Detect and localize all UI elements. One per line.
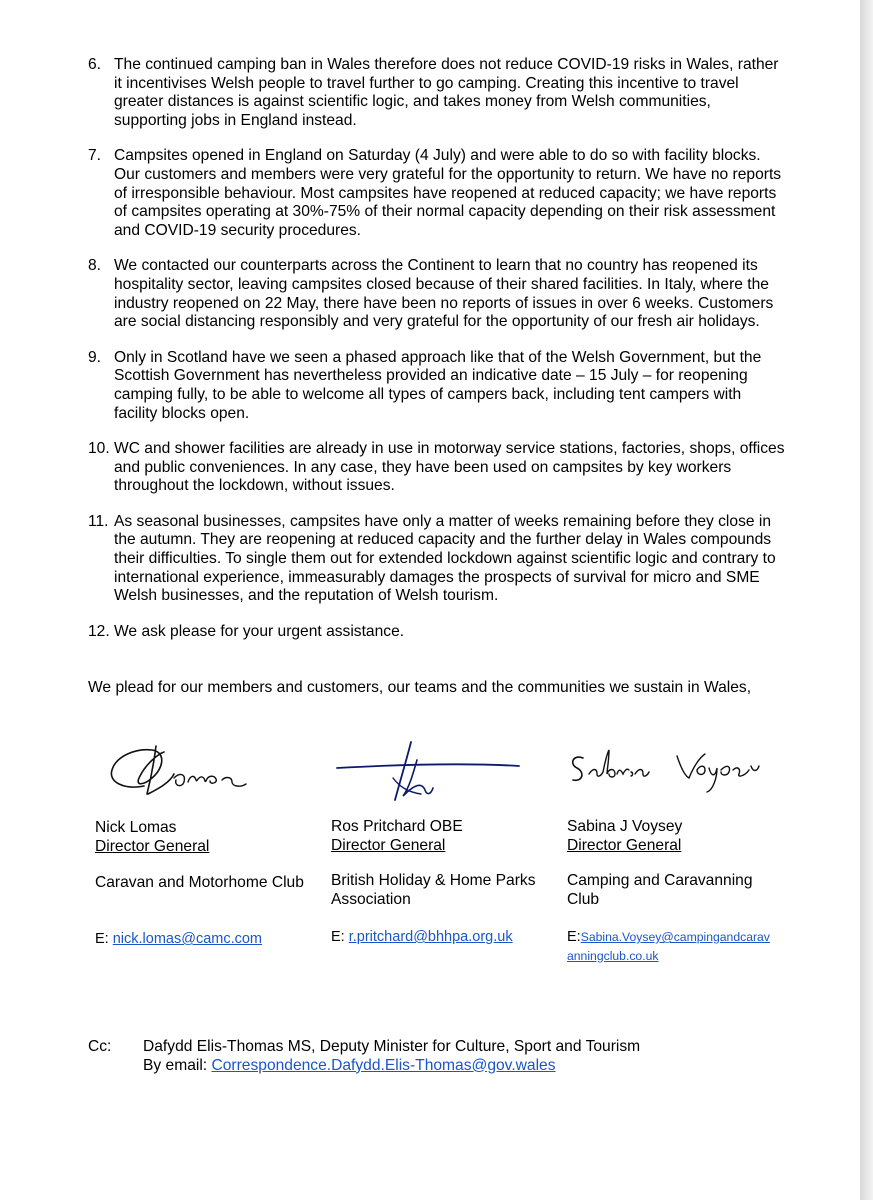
list-item <box>88 147 788 240</box>
signature-nick-lomas <box>104 738 284 800</box>
item-number: 10. <box>88 440 110 458</box>
email-link[interactable]: nick.lomas@camc.com <box>112 931 263 947</box>
item-text: As seasonal businesses, campsites have only a matter of weeks remaining before they close in the autumn. They are reopening at reduced capacity and the further delay in Wales compounds their difficulties. To single them out for extended lockdown against scientific logic and contrary to international experience, immeasurably damages the prospects of survival for micro and SME Welsh businesses, and the reputation of Welsh tourism. <box>114 512 776 605</box>
signatory-org: Camping and Caravanning Club <box>567 872 753 908</box>
signatory-role: Director General <box>95 837 210 855</box>
item-text: Campsites opened in England on Saturday (4 July) and were able to do so with facility blocks. Our customers and members were very grateful for the opportunity to return. We have no reports of irresponsible behaviour. Most campsites have reopened at reduced capacity; we have reports of campsites operating at 30%-75% of their normal capacity depending on their risk assessment and COVID-19 security procedures. <box>114 147 782 239</box>
cc-label: Cc: <box>88 1038 112 1055</box>
list-item <box>88 440 788 496</box>
email-link[interactable]: Sabina.Voysey@campingandcarav <box>580 930 770 944</box>
signatory-name: Ros Pritchard OBE <box>331 818 463 835</box>
item-number: 11. <box>88 512 109 530</box>
cc-email-prefix: By email: <box>143 1056 208 1074</box>
cc-email-link[interactable]: Correspondence.Dafydd.Elis-Thomas@gov.wales <box>211 1056 556 1074</box>
numbered-list <box>88 56 788 658</box>
cc-block <box>88 1038 640 1075</box>
item-text: We ask please for your urgent assistance. <box>114 622 405 640</box>
item-text: The continued camping ban in Wales therefore does not reduce COVID-19 risks in Wales, rather it incentivises Welsh people to travel further to go camping. Creating this incentive to travel greater distances is against scientific logic, and takes money from Welsh communities, supporting jobs in England instead. <box>114 56 779 129</box>
item-text: Only in Scotland have we seen a phased approach like that of the Welsh Government, but the Scottish Government has nevertheless provided an indicative date – 15 July – for reopening camping fully, to be able to welcome all types of campers back, including tent campers with facility blocks open. <box>114 348 762 422</box>
item-text: We contacted our counterparts across the Continent to learn that no country has reopened its hospitality sector, leaving campsites closed because of their shared facilities. In Italy, where the industry reopened on 22 May, there have been no reports of issues in over 6 weeks. Customers are social distancing responsibly and very grateful for the opportunity of our fresh air holidays. <box>114 257 774 331</box>
item-text: WC and shower facilities are already in use in motorway service stations, factories, shops, offices and public conveniences. In any case, they have been used on campsites by key workers throughout the lockdown, without issues. <box>114 440 785 495</box>
signatory-email-row <box>95 930 262 949</box>
signatory-nick-lomas <box>95 819 209 856</box>
signatory-email-row <box>331 928 513 947</box>
list-item <box>88 56 788 130</box>
email-label: E: <box>331 929 345 945</box>
email-label: E: <box>567 929 581 945</box>
email-link-continued[interactable]: anningclub.co.uk <box>567 948 659 963</box>
item-number: 9. <box>88 348 102 366</box>
signatory-role: Director General <box>331 836 446 854</box>
signatory-ros-pritchard <box>331 818 463 855</box>
email-label: E: <box>95 931 109 947</box>
list-item <box>88 257 788 331</box>
signatory-name: Sabina J Voysey <box>567 818 683 835</box>
item-number: 8. <box>88 257 102 275</box>
list-item <box>88 623 788 642</box>
signatory-org: British Holiday & Home Parks Association <box>331 872 536 908</box>
signatory-role: Director General <box>567 836 682 854</box>
item-number: 7. <box>88 147 102 165</box>
signature-sabina-voysey <box>565 744 775 794</box>
signatory-email-row <box>567 928 797 965</box>
signatory-name: Nick Lomas <box>95 819 177 836</box>
page-edge <box>860 0 873 1200</box>
closing-plea: We plead for our members and customers, our teams and the communities we sustain in Wales, <box>88 679 752 696</box>
item-number: 12. <box>88 622 110 640</box>
item-number: 6. <box>88 56 102 73</box>
signatory-org: Caravan and Motorhome Club <box>95 874 304 891</box>
cc-recipient: Dafydd Elis-Thomas MS, Deputy Minister for Culture, Sport and Tourism <box>143 1038 641 1055</box>
signatory-sabina-voysey <box>567 818 682 855</box>
list-item <box>88 513 788 606</box>
list-item <box>88 349 788 423</box>
email-link[interactable]: r.pritchard@bhhpa.org.uk <box>348 929 513 945</box>
signature-ros-pritchard <box>333 738 523 806</box>
